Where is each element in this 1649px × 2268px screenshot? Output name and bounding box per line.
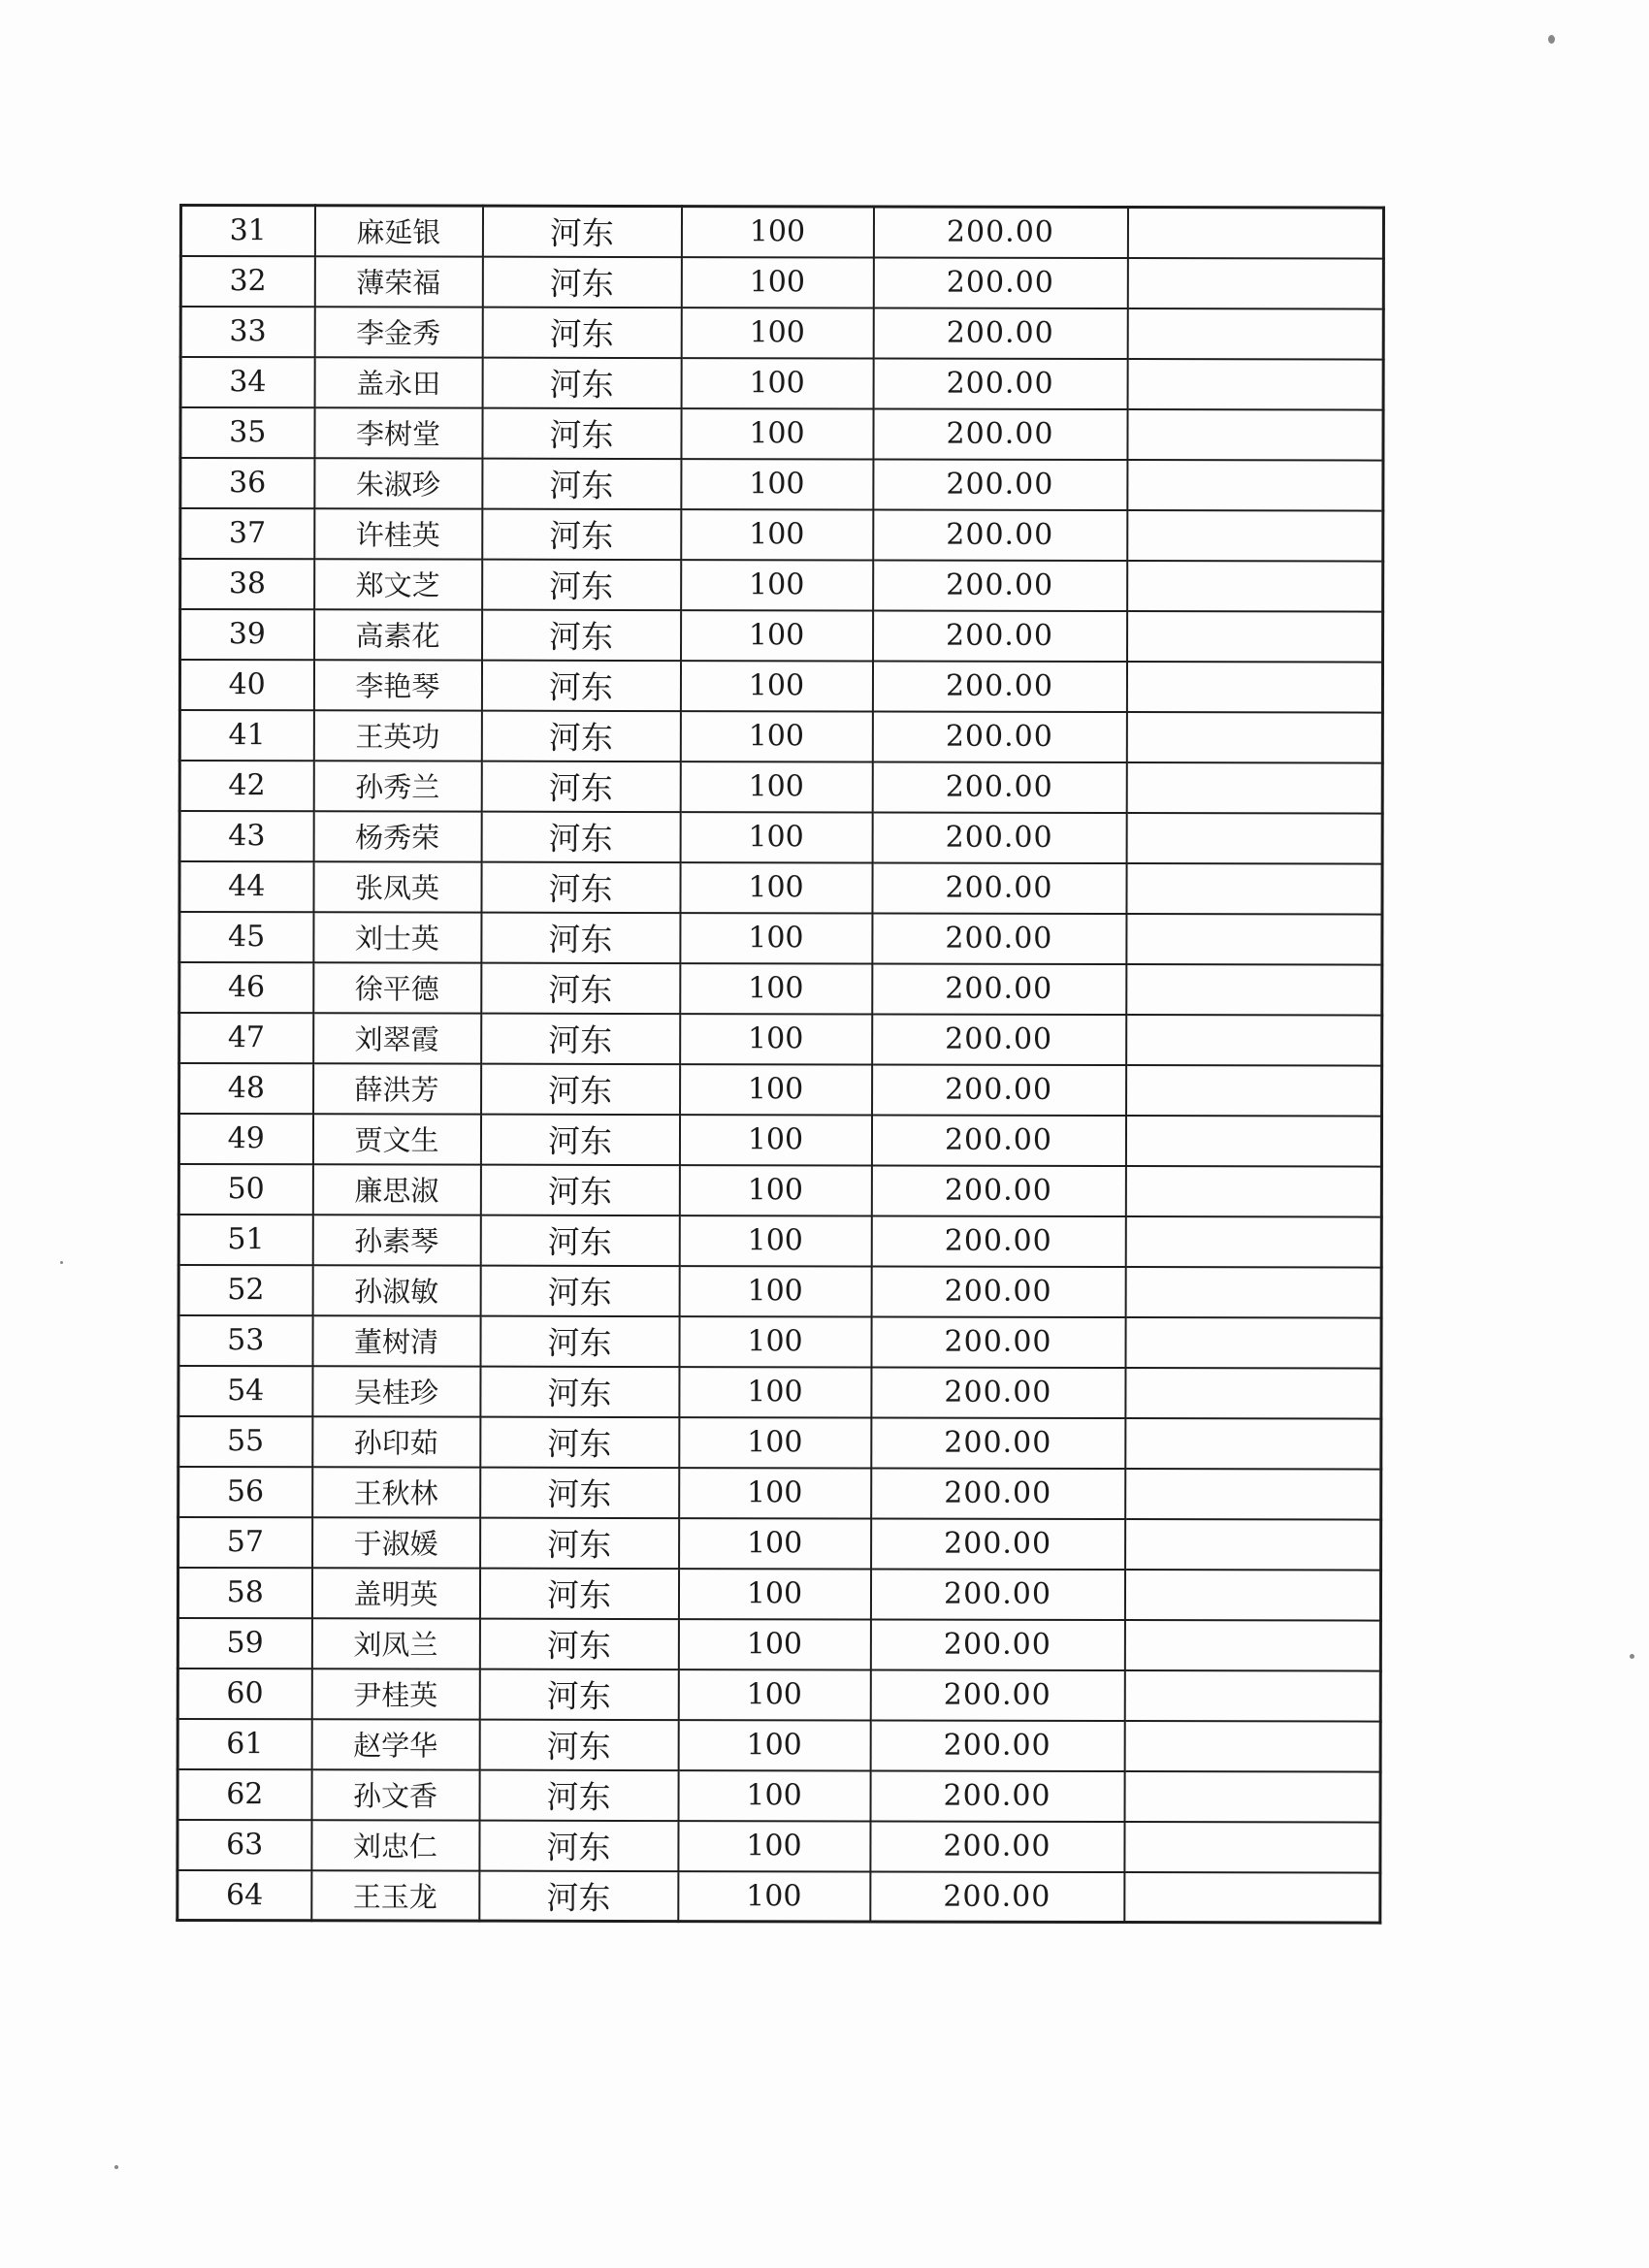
row-number-cell: 50 <box>178 1164 312 1215</box>
scan-speck <box>1548 35 1555 44</box>
remarks-cell <box>1126 813 1382 864</box>
amount-cell: 200.00 <box>870 1669 1124 1721</box>
remarks-cell <box>1126 914 1382 965</box>
area-cell: 河东 <box>482 609 681 660</box>
person-name-cell: 薛洪芳 <box>313 1063 481 1114</box>
person-name-cell: 王秋林 <box>312 1467 480 1517</box>
remarks-cell <box>1127 611 1383 663</box>
quantity-cell: 100 <box>679 1215 871 1266</box>
remarks-cell <box>1124 1721 1380 1772</box>
row-number-cell: 60 <box>178 1668 311 1718</box>
row-number-cell: 43 <box>179 811 313 861</box>
person-name-cell: 刘士英 <box>313 912 481 962</box>
table-row <box>180 256 1383 309</box>
row-number-cell: 53 <box>178 1315 312 1366</box>
area-cell: 河东 <box>482 307 681 357</box>
table-row <box>178 1366 1381 1419</box>
remarks-cell <box>1126 762 1382 814</box>
row-number-cell: 39 <box>180 609 314 660</box>
quantity-cell: 100 <box>680 963 872 1014</box>
remarks-cell <box>1126 863 1382 915</box>
area-cell: 河东 <box>480 1114 679 1164</box>
area-cell: 河东 <box>482 559 681 609</box>
quantity-cell: 100 <box>680 862 872 913</box>
amount-cell: 200.00 <box>871 1417 1125 1469</box>
quantity-cell: 100 <box>678 1871 870 1922</box>
amount-cell: 200.00 <box>871 1266 1125 1317</box>
table-body <box>178 206 1384 1924</box>
row-number-cell: 54 <box>178 1366 312 1416</box>
person-name-cell: 孙素琴 <box>312 1215 480 1265</box>
table-row <box>178 1265 1381 1318</box>
remarks-cell <box>1127 561 1383 612</box>
quantity-cell: 100 <box>681 257 873 308</box>
row-number-cell: 42 <box>179 761 313 811</box>
area-cell: 河东 <box>481 912 680 962</box>
table-row <box>179 861 1382 915</box>
area-cell: 河东 <box>482 407 681 458</box>
amount-cell: 200.00 <box>870 1871 1124 1923</box>
scan-speck <box>114 2165 118 2169</box>
remarks-cell <box>1124 1570 1380 1621</box>
amount-cell: 200.00 <box>872 913 1126 964</box>
row-number-cell: 52 <box>178 1265 312 1315</box>
quantity-cell: 100 <box>680 761 872 812</box>
row-number-cell: 41 <box>179 710 313 761</box>
person-name-cell: 盖明英 <box>311 1568 479 1618</box>
quantity-cell: 100 <box>679 1367 871 1417</box>
area-cell: 河东 <box>479 1769 678 1820</box>
payment-table <box>176 204 1385 1925</box>
area-cell: 河东 <box>479 1669 678 1719</box>
quantity-cell: 100 <box>678 1720 870 1770</box>
quantity-cell: 100 <box>680 1014 872 1064</box>
person-name-cell: 李树堂 <box>314 407 482 458</box>
table-row <box>180 206 1383 259</box>
quantity-cell: 100 <box>681 459 873 509</box>
area-cell: 河东 <box>480 1215 679 1265</box>
person-name-cell: 高素花 <box>314 609 482 660</box>
area-cell: 河东 <box>481 1063 680 1114</box>
table-row <box>180 357 1383 410</box>
amount-cell: 200.00 <box>871 1316 1125 1368</box>
amount-cell: 200.00 <box>871 1367 1125 1418</box>
quantity-cell: 100 <box>681 207 873 257</box>
remarks-cell <box>1127 409 1383 461</box>
table-row <box>178 1718 1380 1771</box>
person-name-cell: 廉思淑 <box>312 1164 480 1215</box>
amount-cell: 200.00 <box>872 761 1126 813</box>
remarks-cell <box>1125 1317 1381 1369</box>
quantity-cell: 100 <box>679 1468 871 1518</box>
person-name-cell: 王玉龙 <box>311 1870 479 1921</box>
quantity-cell: 100 <box>678 1619 870 1669</box>
row-number-cell: 55 <box>178 1416 312 1467</box>
person-name-cell: 麻延银 <box>314 206 482 256</box>
remarks-cell <box>1125 1469 1381 1520</box>
table-row <box>178 1467 1381 1520</box>
quantity-cell: 100 <box>679 1316 871 1367</box>
area-cell: 河东 <box>480 1366 679 1416</box>
area-cell: 河东 <box>481 660 680 710</box>
quantity-cell: 100 <box>679 1417 871 1468</box>
row-number-cell: 40 <box>179 660 313 710</box>
remarks-cell <box>1125 1418 1381 1470</box>
amount-cell: 200.00 <box>872 661 1126 712</box>
amount-cell: 200.00 <box>870 1720 1124 1771</box>
person-name-cell: 孙文香 <box>311 1769 479 1820</box>
quantity-cell: 100 <box>679 1266 871 1316</box>
person-name-cell: 尹桂英 <box>311 1669 479 1719</box>
remarks-cell <box>1127 359 1383 410</box>
table-row <box>178 1668 1380 1721</box>
person-name-cell: 张凤英 <box>313 861 481 912</box>
table-row <box>180 458 1383 511</box>
person-name-cell: 郑文芝 <box>314 559 482 609</box>
quantity-cell: 100 <box>681 408 873 459</box>
person-name-cell: 孙秀兰 <box>313 761 481 811</box>
remarks-cell <box>1124 1620 1380 1671</box>
amount-cell: 200.00 <box>873 459 1127 510</box>
area-cell: 河东 <box>482 458 681 508</box>
amount-cell: 200.00 <box>873 257 1127 308</box>
table-row <box>178 1819 1380 1872</box>
table-row <box>179 1063 1382 1117</box>
area-cell: 河东 <box>479 1870 678 1921</box>
remarks-cell <box>1125 1368 1381 1419</box>
table-row <box>180 508 1383 562</box>
row-number-cell: 46 <box>179 962 313 1013</box>
table-row <box>179 962 1382 1016</box>
area-cell: 河东 <box>482 508 681 559</box>
area-cell: 河东 <box>482 206 681 256</box>
remarks-cell <box>1125 1216 1381 1268</box>
quantity-cell: 100 <box>680 913 872 963</box>
amount-cell: 200.00 <box>872 963 1126 1015</box>
person-name-cell: 赵学华 <box>311 1719 479 1769</box>
row-number-cell: 56 <box>178 1467 312 1517</box>
area-cell: 河东 <box>480 1265 679 1315</box>
quantity-cell: 100 <box>681 610 873 661</box>
table-row <box>180 559 1383 612</box>
quantity-cell: 100 <box>678 1569 870 1619</box>
table-row <box>178 1215 1381 1268</box>
area-cell: 河东 <box>479 1568 678 1618</box>
amount-cell: 200.00 <box>870 1569 1124 1620</box>
area-cell: 河东 <box>481 962 680 1013</box>
remarks-cell <box>1125 1267 1381 1318</box>
area-cell: 河东 <box>482 256 681 307</box>
person-name-cell: 盖永田 <box>314 357 482 407</box>
person-name-cell: 朱淑珍 <box>314 458 482 508</box>
row-number-cell: 48 <box>179 1063 313 1114</box>
person-name-cell: 杨秀荣 <box>313 811 481 861</box>
table-row <box>179 660 1382 713</box>
row-number-cell: 45 <box>179 912 313 962</box>
table-row <box>180 407 1383 461</box>
table-row <box>178 1618 1380 1671</box>
person-name-cell: 孙淑敏 <box>312 1265 480 1315</box>
table-row <box>178 1869 1380 1923</box>
area-cell: 河东 <box>479 1719 678 1769</box>
person-name-cell: 刘凤兰 <box>311 1618 479 1669</box>
quantity-cell: 100 <box>680 711 872 761</box>
amount-cell: 200.00 <box>871 1115 1125 1166</box>
quantity-cell: 100 <box>679 1115 871 1165</box>
amount-cell: 200.00 <box>871 1165 1125 1216</box>
table-row <box>178 1568 1380 1621</box>
area-cell: 河东 <box>481 811 680 861</box>
amount-cell: 200.00 <box>872 862 1126 914</box>
person-name-cell: 李艳琴 <box>313 660 481 710</box>
amount-cell: 200.00 <box>873 560 1127 611</box>
table-row <box>179 710 1382 763</box>
amount-cell: 200.00 <box>871 1518 1125 1570</box>
quantity-cell: 100 <box>681 560 873 610</box>
row-number-cell: 57 <box>178 1517 312 1568</box>
quantity-cell: 100 <box>681 308 873 358</box>
quantity-cell: 100 <box>678 1770 870 1821</box>
area-cell: 河东 <box>480 1467 679 1517</box>
person-name-cell: 刘翠霞 <box>313 1013 481 1063</box>
quantity-cell: 100 <box>679 1165 871 1215</box>
table-row <box>179 1013 1382 1066</box>
amount-cell: 200.00 <box>872 1014 1126 1065</box>
row-number-cell: 44 <box>179 861 313 912</box>
table-row <box>180 307 1383 360</box>
area-cell: 河东 <box>480 1315 679 1366</box>
area-cell: 河东 <box>480 1416 679 1467</box>
amount-cell: 200.00 <box>870 1619 1124 1670</box>
remarks-cell <box>1126 964 1382 1016</box>
row-number-cell: 58 <box>178 1568 311 1618</box>
person-name-cell: 李金秀 <box>314 307 482 357</box>
row-number-cell: 31 <box>180 206 314 256</box>
remarks-cell <box>1127 308 1383 360</box>
table-row <box>179 761 1382 814</box>
remarks-cell <box>1124 1872 1380 1924</box>
amount-cell: 200.00 <box>871 1215 1125 1267</box>
row-number-cell: 63 <box>178 1819 311 1869</box>
person-name-cell: 王英功 <box>313 710 481 761</box>
amount-cell: 200.00 <box>872 812 1126 863</box>
table-row <box>178 1164 1381 1217</box>
amount-cell: 200.00 <box>872 711 1126 762</box>
amount-cell: 200.00 <box>873 358 1127 409</box>
scan-speck <box>1630 1654 1634 1659</box>
area-cell: 河东 <box>481 861 680 912</box>
remarks-cell <box>1124 1822 1380 1873</box>
row-number-cell: 62 <box>178 1768 311 1819</box>
row-number-cell: 34 <box>180 357 314 407</box>
remarks-cell <box>1126 1065 1382 1117</box>
person-name-cell: 许桂英 <box>314 508 482 559</box>
remarks-cell <box>1124 1771 1380 1823</box>
row-number-cell: 49 <box>178 1114 312 1164</box>
amount-cell: 200.00 <box>870 1770 1124 1822</box>
table-row <box>179 912 1382 965</box>
row-number-cell: 51 <box>178 1215 312 1265</box>
amount-cell: 200.00 <box>873 408 1127 460</box>
remarks-cell <box>1127 208 1383 259</box>
row-number-cell: 36 <box>180 458 314 508</box>
area-cell: 河东 <box>481 1013 680 1063</box>
amount-cell: 200.00 <box>873 308 1127 359</box>
row-number-cell: 61 <box>178 1718 311 1768</box>
table-row <box>178 1416 1381 1470</box>
person-name-cell: 董树清 <box>312 1315 480 1366</box>
area-cell: 河东 <box>479 1618 678 1669</box>
table-row <box>178 1517 1381 1571</box>
row-number-cell: 33 <box>180 307 314 357</box>
amount-cell: 200.00 <box>871 1468 1125 1519</box>
area-cell: 河东 <box>481 710 680 761</box>
area-cell: 河东 <box>480 1164 679 1215</box>
area-cell: 河东 <box>481 761 680 811</box>
table-row <box>178 1114 1381 1167</box>
table-row <box>178 1768 1380 1822</box>
quantity-cell: 100 <box>680 661 872 711</box>
remarks-cell <box>1127 460 1383 511</box>
amount-cell: 200.00 <box>872 1064 1126 1116</box>
row-number-cell: 47 <box>179 1013 313 1063</box>
person-name-cell: 薄荣福 <box>314 256 482 307</box>
person-name-cell: 贾文生 <box>312 1114 480 1164</box>
table-row <box>179 811 1382 864</box>
remarks-cell <box>1126 662 1382 713</box>
remarks-cell <box>1125 1519 1381 1571</box>
row-number-cell: 32 <box>180 256 314 307</box>
person-name-cell: 孙印茹 <box>312 1416 480 1467</box>
area-cell: 河东 <box>479 1820 678 1870</box>
quantity-cell: 100 <box>680 1064 872 1115</box>
area-cell: 河东 <box>482 357 681 407</box>
quantity-cell: 100 <box>679 1518 871 1569</box>
quantity-cell: 100 <box>681 358 873 408</box>
remarks-cell <box>1127 510 1383 562</box>
table-row <box>180 609 1383 663</box>
remarks-cell <box>1125 1116 1381 1167</box>
amount-cell: 200.00 <box>873 610 1127 662</box>
person-name-cell: 刘忠仁 <box>311 1820 479 1870</box>
quantity-cell: 100 <box>680 812 872 862</box>
row-number-cell: 35 <box>180 407 314 458</box>
amount-cell: 200.00 <box>870 1821 1124 1872</box>
table-row <box>178 1315 1381 1369</box>
remarks-cell <box>1124 1670 1380 1722</box>
row-number-cell: 59 <box>178 1618 311 1669</box>
row-number-cell: 64 <box>178 1869 311 1920</box>
person-name-cell: 吴桂珍 <box>312 1366 480 1416</box>
scan-speck <box>60 1261 63 1264</box>
remarks-cell <box>1126 712 1382 763</box>
row-number-cell: 38 <box>180 559 314 609</box>
quantity-cell: 100 <box>681 509 873 560</box>
remarks-cell <box>1126 1015 1382 1066</box>
person-name-cell: 于淑媛 <box>312 1517 480 1568</box>
quantity-cell: 100 <box>678 1669 870 1720</box>
row-number-cell: 37 <box>180 508 314 559</box>
amount-cell: 200.00 <box>873 207 1127 258</box>
quantity-cell: 100 <box>678 1821 870 1871</box>
remarks-cell <box>1127 258 1383 309</box>
area-cell: 河东 <box>480 1517 679 1568</box>
remarks-cell <box>1125 1166 1381 1217</box>
amount-cell: 200.00 <box>873 509 1127 561</box>
person-name-cell: 徐平德 <box>313 962 481 1013</box>
